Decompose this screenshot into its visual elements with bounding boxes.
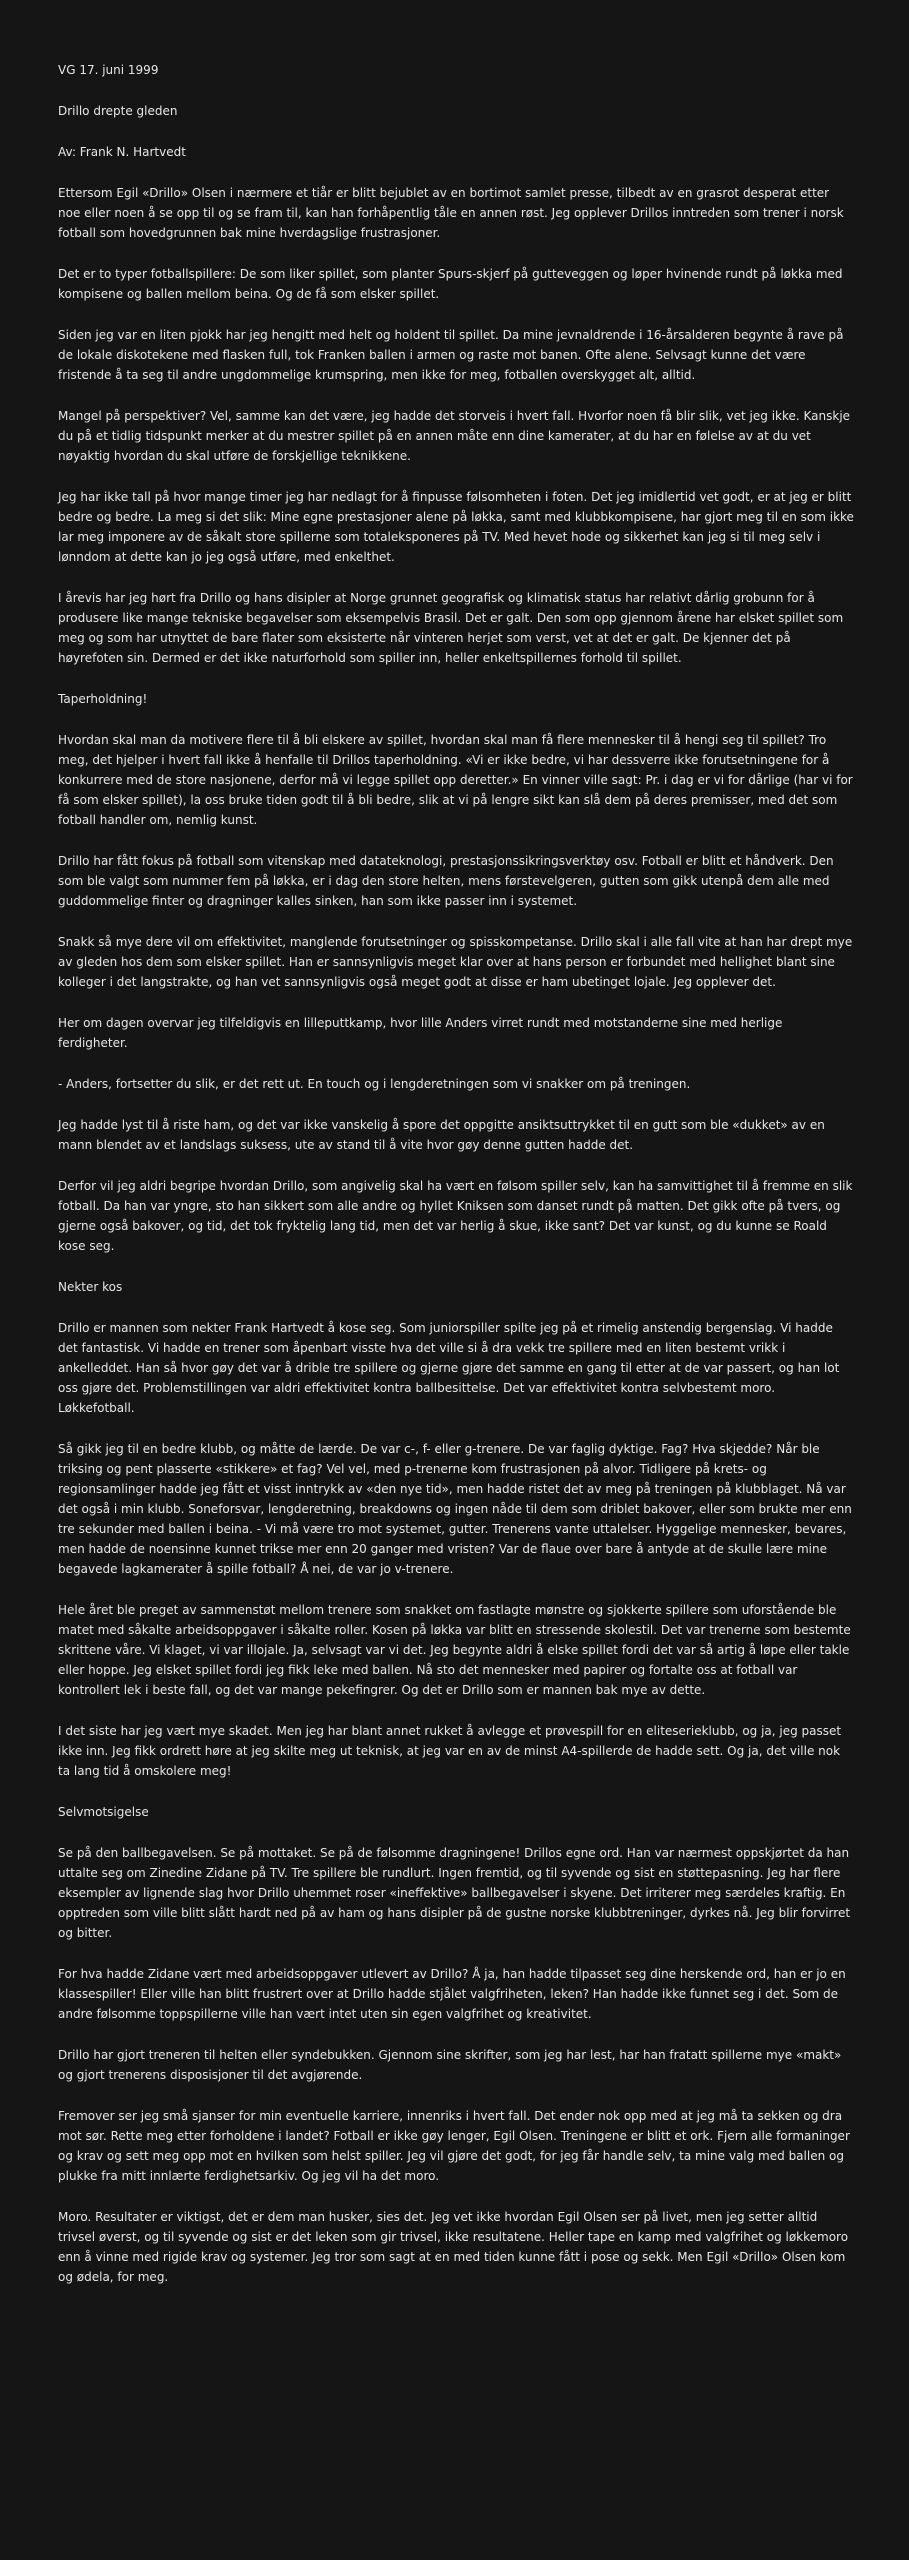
section-heading: Selvmotsigelse [58, 1805, 149, 1819]
article-paragraph: I årevis har jeg hørt fra Drillo og hans disipler at Norge grunnet geografisk og klimatisk status har relativt dårlig grobunn for å produsere like mange tekniske begavelser som eksempelvis Brasil. Det er galt. Den som opp gjennom årene har elsket spillet som meg og som har utnyttet de bare flater som eksisterte når vinteren herjet som verst, vet at det er galt. De kjenner det på høyrefoten sin. Dermed er det ikke naturforhold som spiller inn, heller enkeltspillernes forhold til spillet. [58, 591, 844, 665]
article-dateline: VG 17. juni 1999 [58, 63, 159, 77]
article-paragraph: - Anders, fortsetter du slik, er det rett ut. En touch og i lengderetningen som vi snakker om på treningen. [58, 1077, 691, 1091]
article-paragraph: Siden jeg var en liten pjokk har jeg hengitt med helt og holdent til spillet. Da mine jevnaldrende i 16-årsalderen begynte å rave på de lokale diskotekene med flasken full, tok Franken ballen i armen og raste mot banen. Ofte alene. Selvsagt kunne det være fristende å ta seg til andre ungdommelige krumspring, men ikke for meg, fotballen overskygget alt, alltid. [58, 328, 844, 382]
article-paragraph: Hele året ble preget av sammenstøt mellom trenere som snakket om fastlagte mønstre og sjokkerte spillere som uforstående ble matet med såkalte arbeidsoppgaver i såkalte roller. Kosen på løkka var blitt en stressende skolestil. Det var trenerne som bestemte skrittene våre. Vi klaget, vi var illojale. Ja, selvsagt var vi det. Jeg begynte aldri å elske spillet fordi det var så artig å løpe eller takle eller hoppe. Jeg elsket spillet fordi jeg fikk leke med ballen. Nå sto det mennesker med papirer og fortalte oss at fotball var kontrollert lek i beste fall, og det var mange pekefingrer. Og det er Drillo som er mannen bak mye av dette. [58, 1603, 851, 1697]
article-paragraph: Fremover ser jeg små sjanser for min eventuelle karriere, innenriks i hvert fall. Det ender nok opp med at jeg må ta sekken og dra mot sør. Rette meg etter forholdene i landet? Fotball er ikke gøy lenger, Egil Olsen. Treningene er blitt et ork. Fjern alle formaninger og krav og sett meg opp mot en hvilken som helst spiller. Jeg vil gjøre det godt, for jeg får handle selv, ta mine valg med ballen og plukke fra mitt innlærte ferdighetsarkiv. Og jeg vil ha det moro. [58, 2109, 850, 2183]
article-paragraph: Snakk så mye dere vil om effektivitet, manglende forutsetninger og spisskompetanse. Drillo skal i alle fall vite at han har drept mye av gleden hos dem som elsker spillet. Han er sannsynligvis meget klar over at hans person er forbundet med hellighet blant sine kolleger i det langstrakte, og han vet sannsynligvis også meget godt at disse er ham ubetinget lojale. Jeg opplever det. [58, 935, 853, 989]
article-section [58, 183, 854, 668]
article-section [58, 689, 854, 1256]
article-paragraph: Moro. Resultater er viktigst, det er dem man husker, sies det. Jeg vet ikke hvordan Egil Olsen ser på livet, men jeg setter alltid trivsel øverst, og til syvende og sist er det leken som gir trivsel, ikke resultatene. Heller tape en kamp med valgfrihet og løkkemoro enn å vinne med rigide krav og systemer. Jeg tror som sagt at en med tiden kunne fått i pose og sekk. Men Egil «Drillo» Olsen kom og ødela, for meg. [58, 2210, 849, 2284]
article-paragraph: For hva hadde Zidane vært med arbeidsoppgaver utlevert av Drillo? Å ja, han hadde tilpasset seg dine herskende ord, han er jo en klassespiller! Eller ville han blitt frustrert over at Drillo hadde stjålet valgfriheten, leken? Han hadde ikke funnet seg i det. Som de andre følsomme toppspillerne ville han vært intet uten sin egen valgfrihet og kreativitet. [58, 1967, 846, 2021]
section-heading: Taperholdning! [58, 692, 148, 706]
article-paragraph: Mangel på perspektiver? Vel, samme kan det være, jeg hadde det storveis i hvert fall. Hvorfor noen få blir slik, vet jeg ikke. Kanskje du på et tidlig tidspunkt merker at du mestrer spillet på en annen måte enn dine kamerater, at du har en følelse av at du vet nøyaktig hvordan du skal utføre de forskjellige teknikkene. [58, 409, 851, 463]
article-paragraph: Det er to typer fotballspillere: De som liker spillet, som planter Spurs-skjerf på gutteveggen og løper hvinende rundt på løkka med kompisene og ballen mellom beina. Og de få som elsker spillet. [58, 267, 843, 301]
article-paragraph: Så gikk jeg til en bedre klubb, og måtte de lærde. De var c-, f- eller g-trenere. De var faglig dyktige. Fag? Hva skjedde? Når ble triksing og pent plasserte «stikkere» et fag? Vel vel, med p-trenerne kom frustrasjonen på alvor. Tidligere på krets- og regionsamlinger hadde jeg fått et visst inntrykk av «den nye tid», men hadde ristet det av meg på treningen på klubblaget. Nå var det også i min klubb. Soneforsvar, lengderetning, breakdowns og ingen nåde til dem som driblet bakover, eller som brukte mer enn tre sekunder med ballen i beina. - Vi må være tro mot systemet, gutter. Trenerens vante uttalelser. Hyggelige mennesker, bevares, men hadde de noensinne kunnet trikse mer enn 20 ganger med vristen? Var de flaue over bare å antyde at de skulle lære mine begavede lagkamerater å spille fotball? Å nei, de var jo v-trenere. [58, 1442, 852, 1576]
article-body [58, 183, 854, 2287]
article-paragraph: Se på den ballbegavelsen. Se på mottaket. Se på de følsomme dragningene! Drillos egne ord. Han var nærmest oppskjørtet da han uttalte seg om Zinedine Zidane på TV. Tre spillere ble rundlurt. Ingen fremtid, og til syvende og sist en støttepasning. Jeg har flere eksempler av lignende slag hvor Drillo uhemmet roser «ineffektive» ballbegavelser i skyene. Det irriterer meg særdeles kraftig. En opptreden som ville blitt slått hardt ned på av ham og hans disipler på de gustne norske klubbtreninger, dyrkes nå. Jeg blir forvirret og bitter. [58, 1846, 851, 1940]
article-section [58, 1802, 854, 2287]
article-paragraph: Drillo har gjort treneren til helten eller syndebukken. Gjennom sine skrifter, som jeg har lest, har han fratatt spillerne mye «makt» og gjort trenerens disposisjoner til det avgjørende. [58, 2048, 842, 2082]
article-paragraph: Her om dagen overvar jeg tilfeldigvis en lilleputtkamp, hvor lille Anders virret rundt med motstanderne sine med herlige ferdigheter. [58, 1016, 783, 1050]
article-paragraph: Drillo har fått fokus på fotball som vitenskap med datateknologi, prestasjonssikringsverktøy osv. Fotball er blitt et håndverk. Den som ble valgt som nummer fem på løkka, er i dag den store helten, mens førstevelgeren, gutten som gikk utenpå dem alle med guddommelige finter og dragninger kalles sinken, han som ikke passer inn i systemet. [58, 854, 834, 908]
article-paragraph: Ettersom Egil «Drillo» Olsen i nærmere et tiår er blitt bejublet av en bortimot samlet presse, tilbedt av en grasrot desperat etter noe eller noen å se opp til og se fram til, kan han forhåpentlig tåle en annen røst. Jeg opplever Drillos inntreden som trener i norsk fotball som hovedgrunnen bak mine hverdagslige frustrasjoner. [58, 186, 844, 240]
article-paragraph: Jeg hadde lyst til å riste ham, og det var ikke vanskelig å spore det oppgitte ansiktsuttrykket til en gutt som ble «dukket» av en mann blendet av et landslags suksess, ute av stand til å vite hvor gøy denne gutten hadde det. [58, 1118, 825, 1152]
section-heading: Nekter kos [58, 1280, 123, 1294]
article-paragraph: Hvordan skal man da motivere flere til å bli elskere av spillet, hvordan skal man få flere mennesker til å hengi seg til spillet? Tro meg, det hjelper i hvert fall ikke å henfalle til Drillos taperholdning. «Vi er ikke bedre, vi har dessverre ikke forutsetningene for å konkurrere med de store nasjonene, derfor må vi legge spillet opp deretter.» En vinner ville sagt: Pr. i dag er vi for dårlige (har vi for få som elsker spillet), la oss bruke tiden godt til å bli bedre, slik at vi på lengre sikt kan slå dem på deres premisser, med det som fotball handler om, nemlig kunst. [58, 733, 853, 827]
article [58, 60, 854, 2308]
article-paragraph: Jeg har ikke tall på hvor mange timer jeg har nedlagt for å finpusse følsomheten i foten. Det jeg imidlertid vet godt, er at jeg er blitt bedre og bedre. La meg si det slik: Mine egne prestasjoner alene på løkka, samt med klubbkompisene, har gjort meg til en som ikke lar meg imponere av de såkalt store spillerne som totaleksponeres på TV. Med hevet hode og sikkerhet kan jeg si til meg selv i lønndom at dette kan jo jeg også utføre, med enkelthet. [58, 490, 854, 564]
article-paragraph: Drillo er mannen som nekter Frank Hartvedt å kose seg. Som juniorspiller spilte jeg på et rimelig anstendig bergenslag. Vi hadde det fantastisk. Vi hadde en trener som åpenbart visste hva det ville si å dra vekk tre spillere med en liten bestemt vrikk i ankelleddet. Han så hvor gøy det var å drible tre spillere og gjerne gjøre det samme en gang til etter at de var passert, og han lot oss gjøre det. Problemstillingen var aldri effektivitet kontra ballbesittelse. Det var effektivitet kontra selvbestemt moro. Løkkefotball. [58, 1321, 840, 1415]
article-paragraph: Derfor vil jeg aldri begripe hvordan Drillo, som angivelig skal ha vært en følsom spiller selv, kan ha samvittighet til å fremme en slik fotball. Da han var yngre, sto han sikkert som alle andre og hyllet Kniksen som danset rundt på matten. Det gikk ofte på tvers, og gjerne også bakover, og tid, det tok fryktelig lang tid, men det var herlig å skue, ikke sant? Det var kunst, og du kunne se Roald kose seg. [58, 1179, 853, 1253]
article-paragraph: I det siste har jeg vært mye skadet. Men jeg har blant annet rukket å avlegge et prøvespill for en eliteserieklubb, og ja, jeg passet ikke inn. Jeg fikk ordrett høre at jeg skilte meg ut teknisk, at jeg var en av de minst A4-spillerde de hadde sett. Og ja, det ville nok ta lang tid å omskolere meg! [58, 1724, 842, 1778]
article-byline: Av: Frank N. Hartvedt [58, 145, 186, 159]
article-section [58, 1277, 854, 1781]
article-title: Drillo drepte gleden [58, 104, 178, 118]
